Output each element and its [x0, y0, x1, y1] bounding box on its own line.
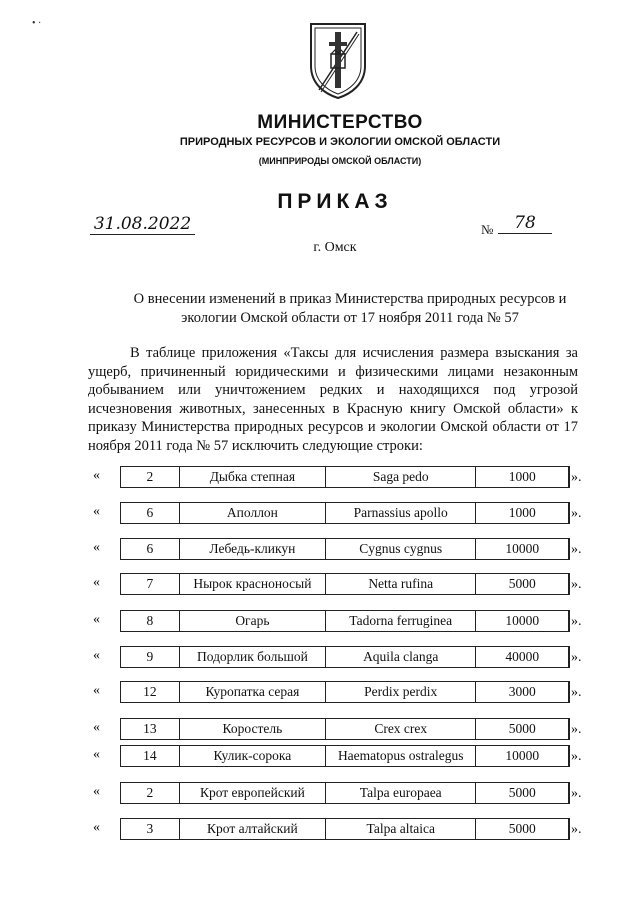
order-subject: О внесении изменений в приказ Министерства природных ресурсов и экологии Омской области от 17 ноября 2011 года № 57 — [133, 291, 567, 326]
cell-number: 2 — [121, 783, 180, 803]
cell-latin-name: Parnassius apollo — [326, 503, 476, 523]
cell-number: 9 — [121, 647, 180, 667]
table-row — [0, 782, 640, 806]
cell-latin-name: Talpa europaea — [326, 783, 476, 803]
cell-latin-name: Perdix perdix — [326, 682, 476, 702]
table-row — [0, 818, 640, 842]
quote-close: ». — [571, 650, 582, 665]
ministry-short-name: (МИНПРИРОДЫ ОМСКОЙ ОБЛАСТИ) — [258, 156, 422, 166]
order-number-label: № — [481, 222, 494, 237]
quote-open: « — [93, 720, 100, 735]
cell-value: 5000 — [476, 574, 569, 594]
cell-number: 14 — [121, 746, 180, 766]
quote-close: ». — [571, 749, 582, 764]
cell-number: 6 — [121, 503, 180, 523]
row-table — [120, 502, 570, 524]
order-number: 78 — [498, 213, 552, 234]
ministry-subtitle: ПРИРОДНЫХ РЕСУРСОВ И ЭКОЛОГИИ ОМСКОЙ ОБЛАСТИ — [179, 136, 501, 148]
row-table — [120, 646, 570, 668]
quote-close: ». — [571, 786, 582, 801]
quote-open: « — [93, 504, 100, 519]
cell-value: 40000 — [476, 647, 569, 667]
cell-name: Нырок красноносый — [180, 574, 326, 594]
cell-name: Крот европейский — [180, 783, 326, 803]
cell-name: Лебедь-кликун — [180, 539, 326, 559]
cell-value: 3000 — [476, 682, 569, 702]
order-title: ПРИКАЗ — [277, 190, 393, 213]
cell-latin-name: Talpa altaica — [326, 819, 476, 839]
cell-name: Огарь — [180, 611, 326, 631]
row-table — [120, 610, 570, 632]
table-row — [0, 745, 640, 769]
cell-name: Кулик-сорока — [180, 746, 326, 766]
cell-latin-name: Saga pedo — [326, 467, 476, 487]
table-row — [0, 718, 640, 742]
cell-value: 10000 — [476, 539, 569, 559]
quote-close: ». — [571, 822, 582, 837]
table-row — [0, 502, 640, 526]
cell-number: 6 — [121, 539, 180, 559]
cell-name: Дыбка степная — [180, 467, 326, 487]
row-table — [120, 782, 570, 804]
table-row — [0, 573, 640, 597]
cell-value: 10000 — [476, 611, 569, 631]
quote-open: « — [93, 648, 100, 663]
cell-value: 1000 — [476, 503, 569, 523]
quote-close: ». — [571, 470, 582, 485]
cell-number: 2 — [121, 467, 180, 487]
cell-latin-name: Tadorna ferruginea — [326, 611, 476, 631]
row-table — [120, 818, 570, 840]
cell-number: 3 — [121, 819, 180, 839]
quote-open: « — [93, 747, 100, 762]
row-table — [120, 681, 570, 703]
cell-value: 10000 — [476, 746, 569, 766]
quote-close: ». — [571, 577, 582, 592]
cell-latin-name: Cygnus cygnus — [326, 539, 476, 559]
cell-latin-name: Crex crex — [326, 719, 476, 739]
cell-number: 8 — [121, 611, 180, 631]
quote-open: « — [93, 683, 100, 698]
row-table — [120, 573, 570, 595]
table-row — [0, 466, 640, 490]
cell-value: 1000 — [476, 467, 569, 487]
cell-name: Куропатка серая — [180, 682, 326, 702]
quote-close: ». — [571, 542, 582, 557]
cell-number: 12 — [121, 682, 180, 702]
quote-close: ». — [571, 614, 582, 629]
quote-open: « — [93, 575, 100, 590]
cell-name: Коростель — [180, 719, 326, 739]
scan-speck: • · — [32, 18, 42, 29]
quote-close: ». — [571, 722, 582, 737]
quote-open: « — [93, 540, 100, 555]
cell-name: Крот алтайский — [180, 819, 326, 839]
quote-open: « — [93, 468, 100, 483]
table-row — [0, 610, 640, 634]
order-date: 31.08.2022 — [90, 214, 195, 235]
cell-latin-name: Aquila clanga — [326, 647, 476, 667]
cell-value: 5000 — [476, 719, 569, 739]
row-table — [120, 466, 570, 488]
row-table — [120, 538, 570, 560]
cell-name: Подорлик большой — [180, 647, 326, 667]
cell-latin-name: Haematopus ostralegus — [326, 746, 476, 766]
quote-open: « — [93, 784, 100, 799]
cell-number: 13 — [121, 719, 180, 739]
quote-close: ». — [571, 685, 582, 700]
cell-name: Аполлон — [180, 503, 326, 523]
row-table — [120, 745, 570, 767]
quote-open: « — [93, 612, 100, 627]
table-row — [0, 681, 640, 705]
table-row — [0, 538, 640, 562]
quote-open: « — [93, 820, 100, 835]
cell-value: 5000 — [476, 819, 569, 839]
cell-latin-name: Netta rufina — [326, 574, 476, 594]
quote-close: ». — [571, 506, 582, 521]
order-city: г. Омск — [313, 240, 357, 255]
cell-value: 5000 — [476, 783, 569, 803]
row-table — [120, 718, 570, 740]
table-row — [0, 646, 640, 670]
cell-number: 7 — [121, 574, 180, 594]
ministry-title: МИНИСТЕРСТВО — [257, 112, 423, 133]
order-body: В таблице приложения «Таксы для исчисления размера взыскания за ущерб, причиненный юридическими и физическими лицами незаконным добыванием или уничтожением редких и находящихся под угрозой исчезновения животных, занесенных в Красную книгу Омской области» к приказу Министерства природных ресурсов и экологии Омской области от 17 ноября 2011 года № 57 исключить следующие строки: — [88, 345, 578, 454]
